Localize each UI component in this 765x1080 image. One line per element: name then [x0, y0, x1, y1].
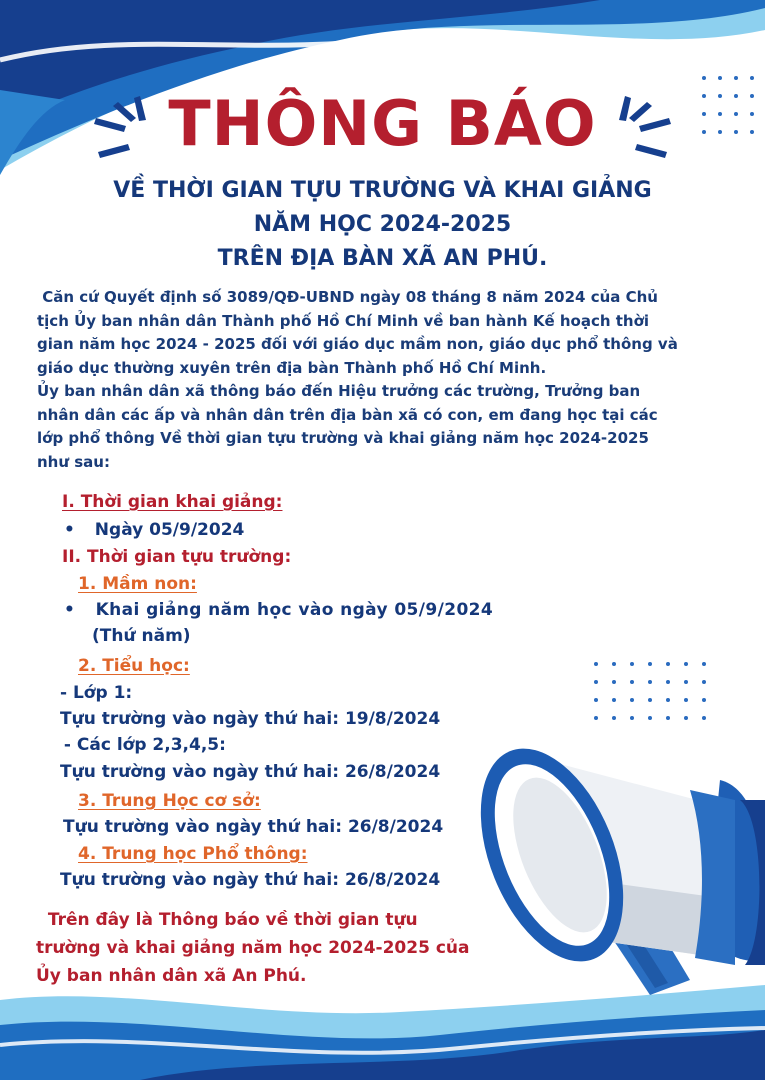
page-title: THÔNG BÁO — [168, 87, 597, 160]
intro-line: giáo dục thường xuyên trên địa bàn Thành phố Hồ Chí Minh. — [37, 358, 547, 377]
grades-2-5-label: - Các lớp 2,3,4,5: — [58, 735, 226, 755]
intro-line: lớp phổ thông Về thời gian tựu trường và khai giảng năm học 2024-2025 — [37, 429, 649, 447]
subtitle-line-1: VỀ THỜI GIAN TỰU TRƯỜNG VÀ KHAI GIẢNG — [113, 178, 652, 203]
high-school-heading: 4. Trung học Phổ thông: — [78, 844, 308, 864]
intro-line: Ủy ban nhân dân xã thông báo đến Hiệu trưởng các trường, Trưởng ban — [37, 382, 641, 400]
preschool-bullet-item — [64, 598, 493, 622]
preschool-heading: 1. Mầm non: — [78, 574, 197, 594]
bullet-icon: • — [64, 600, 76, 620]
dot-grid-mid-right — [590, 658, 720, 724]
preschool-weekday: (Thứ năm) — [92, 626, 191, 646]
intro-line: tịch Ủy ban nhân dân Thành phố Hồ Chí Minh về ban hành Kế hoạch thời — [37, 311, 650, 330]
section-1-heading: I. Thời gian khai giảng: — [62, 492, 283, 512]
section-2-heading: II. Thời gian tựu trường: — [62, 547, 292, 567]
intro-line: như sau: — [37, 452, 110, 471]
closing-paragraph — [36, 906, 506, 990]
grades-2-5-text: Tựu trường vào ngày thứ hai: 26/8/2024 — [60, 762, 441, 782]
closing-line: Trên đây là Thông báo về thời gian tựu — [36, 910, 418, 930]
closing-line: trường và khai giảng năm học 2024-2025 của — [36, 938, 470, 958]
grade-1-label: - Lớp 1: — [60, 683, 133, 703]
primary-heading: 2. Tiểu học: — [78, 656, 190, 676]
grade-1-text: Tựu trường vào ngày thứ hai: 19/8/2024 — [60, 709, 441, 729]
subtitle-line-3: TRÊN ĐỊA BÀN XÃ AN PHÚ. — [217, 246, 548, 271]
section-1-bullet-item — [64, 518, 244, 542]
secondary-text: Tựu trường vào ngày thứ hai: 26/8/2024 — [63, 817, 444, 837]
bullet-icon: • — [64, 520, 75, 540]
high-school-text: Tựu trường vào ngày thứ hai: 26/8/2024 — [60, 870, 441, 890]
preschool-opening-text: Khai giảng năm học vào ngày 05/9/2024 — [95, 600, 494, 620]
khai-giang-date: Ngày 05/9/2024 — [94, 520, 245, 540]
secondary-heading: 3. Trung Học cơ sở: — [78, 791, 261, 811]
closing-line: Ủy ban nhân dân xã An Phú. — [36, 966, 307, 986]
intro-paragraph-1 — [37, 286, 737, 380]
intro-paragraph-2 — [37, 380, 737, 474]
subtitle-line-2: NĂM HỌC 2024-2025 — [253, 212, 512, 237]
intro-line: nhân dân các ấp và nhân dân trên địa bàn xã có con, em đang học tại các — [37, 405, 658, 424]
intro-line: gian năm học 2024 - 2025 đối với giáo dục mầm non, giáo dục phổ thông và — [37, 335, 678, 353]
intro-line: Căn cứ Quyết định số 3089/QĐ-UBND ngày 08 tháng 8 năm 2024 của Chủ — [37, 288, 658, 306]
